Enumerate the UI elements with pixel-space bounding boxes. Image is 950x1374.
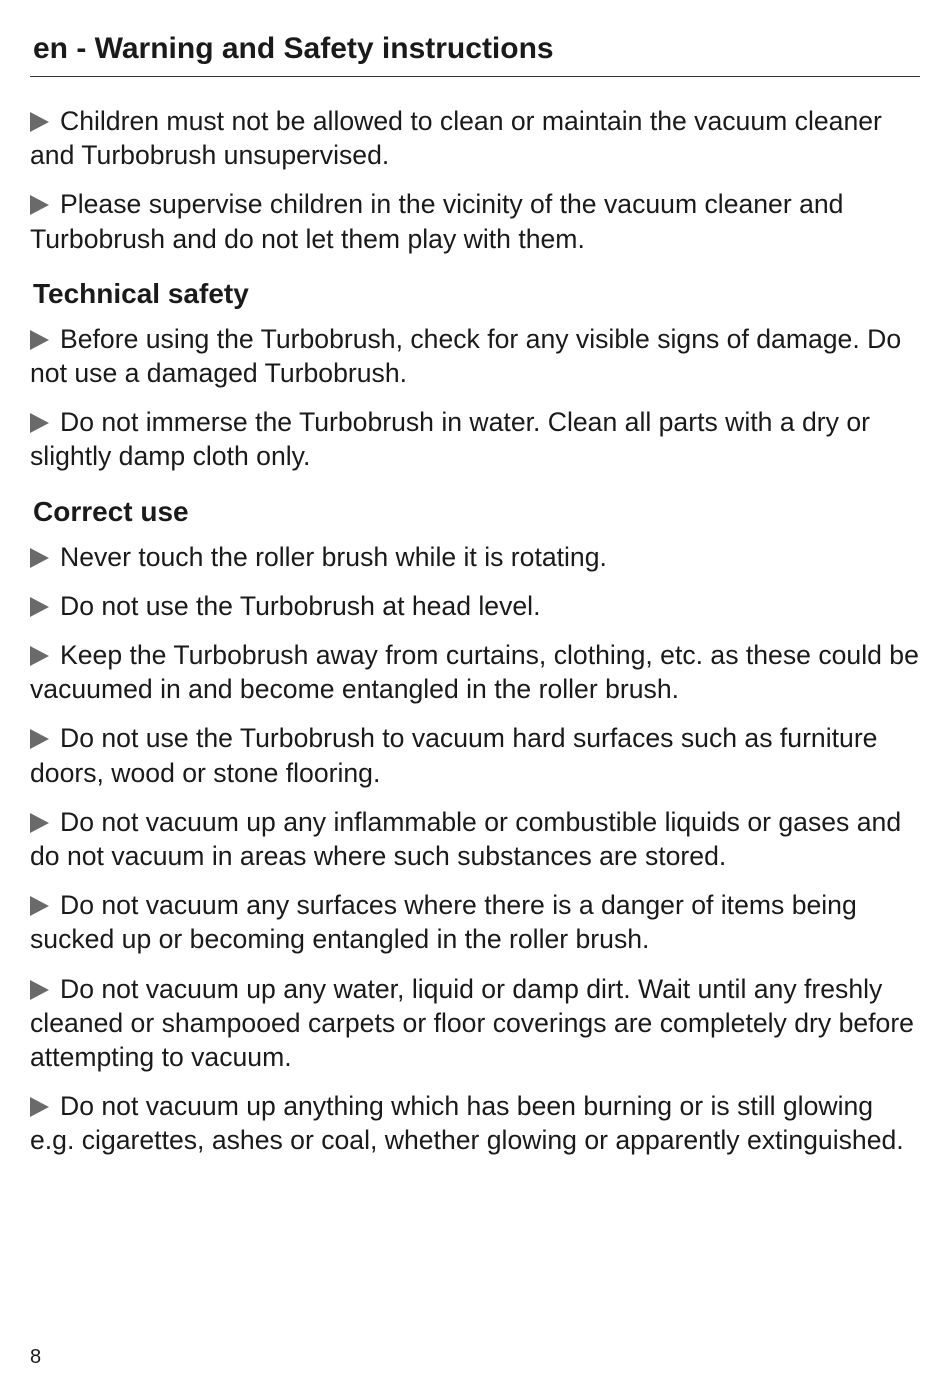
warning-text: Do not vacuum any surfaces where there is a danger of items being sucked up or becoming entangled in the roller brush.: [30, 890, 857, 955]
triangle-bullet-icon: [30, 330, 49, 350]
warning-item: [30, 805, 922, 873]
page-title: en - Warning and Safety instructions: [33, 32, 554, 65]
warning-item: [30, 104, 922, 172]
page-content: [30, 104, 922, 1173]
triangle-bullet-icon: [30, 112, 49, 132]
triangle-bullet-icon: [30, 896, 49, 916]
triangle-bullet-icon: [30, 813, 49, 833]
page-number: 8: [30, 1346, 42, 1368]
warning-text: Do not vacuum up any inflammable or combustible liquids or gases and do not vacuum in areas where such substances are stored.: [30, 806, 902, 872]
page-header: [30, 28, 920, 77]
warning-item: [30, 972, 922, 1075]
warning-text: Do not use the Turbobrush at head level.: [60, 590, 541, 621]
warning-item: [30, 1089, 922, 1157]
section-heading-correct-use: Correct use: [33, 495, 189, 527]
warning-text: Before using the Turbobrush, check for any visible signs of damage. Do not use a damaged Turbobrush.: [30, 323, 902, 389]
warning-item: [30, 589, 922, 623]
warning-item: [30, 721, 922, 789]
warning-item: [30, 187, 922, 255]
warning-item: [30, 405, 922, 473]
warning-text: Never touch the roller brush while it is rotating.: [60, 541, 607, 572]
warning-text: Do not vacuum up any water, liquid or damp dirt. Wait until any freshly cleaned or shampooed carpets or floor coverings are completely dry before attempting to vacuum.: [30, 973, 914, 1073]
triangle-bullet-icon: [30, 548, 49, 568]
warning-text: Keep the Turbobrush away from curtains, clothing, etc. as these could be vacuumed in and become entangled in the roller brush.: [30, 640, 919, 705]
section-heading-technical-safety: Technical safety: [33, 277, 249, 309]
correct-use-section: [30, 494, 922, 1158]
warning-item: [30, 888, 922, 956]
intro-section: [30, 104, 922, 256]
triangle-bullet-icon: [30, 597, 49, 617]
warning-item: [30, 638, 922, 706]
warning-item: [30, 540, 922, 574]
triangle-bullet-icon: [30, 729, 49, 749]
triangle-bullet-icon: [30, 195, 49, 215]
warning-text: Do not vacuum up anything which has been burning or is still glowing e.g. cigarettes, ashes or coal, whether glowing or apparently extinguished.: [30, 1091, 904, 1156]
triangle-bullet-icon: [30, 1097, 49, 1117]
warning-text: Do not immerse the Turbobrush in water. Clean all parts with a dry or slightly damp cloth only.: [30, 407, 870, 472]
warning-item: [30, 322, 922, 390]
triangle-bullet-icon: [30, 413, 49, 433]
warning-text: Children must not be allowed to clean or maintain the vacuum cleaner and Turbobrush unsupervised.: [30, 106, 882, 171]
warning-text: Do not use the Turbobrush to vacuum hard surfaces such as furniture doors, wood or stone flooring.: [30, 723, 878, 788]
triangle-bullet-icon: [30, 646, 49, 666]
warning-text: Please supervise children in the vicinity of the vacuum cleaner and Turbobrush and do not let them play with them.: [30, 189, 844, 254]
triangle-bullet-icon: [30, 980, 49, 1000]
technical-safety-section: [30, 276, 922, 474]
